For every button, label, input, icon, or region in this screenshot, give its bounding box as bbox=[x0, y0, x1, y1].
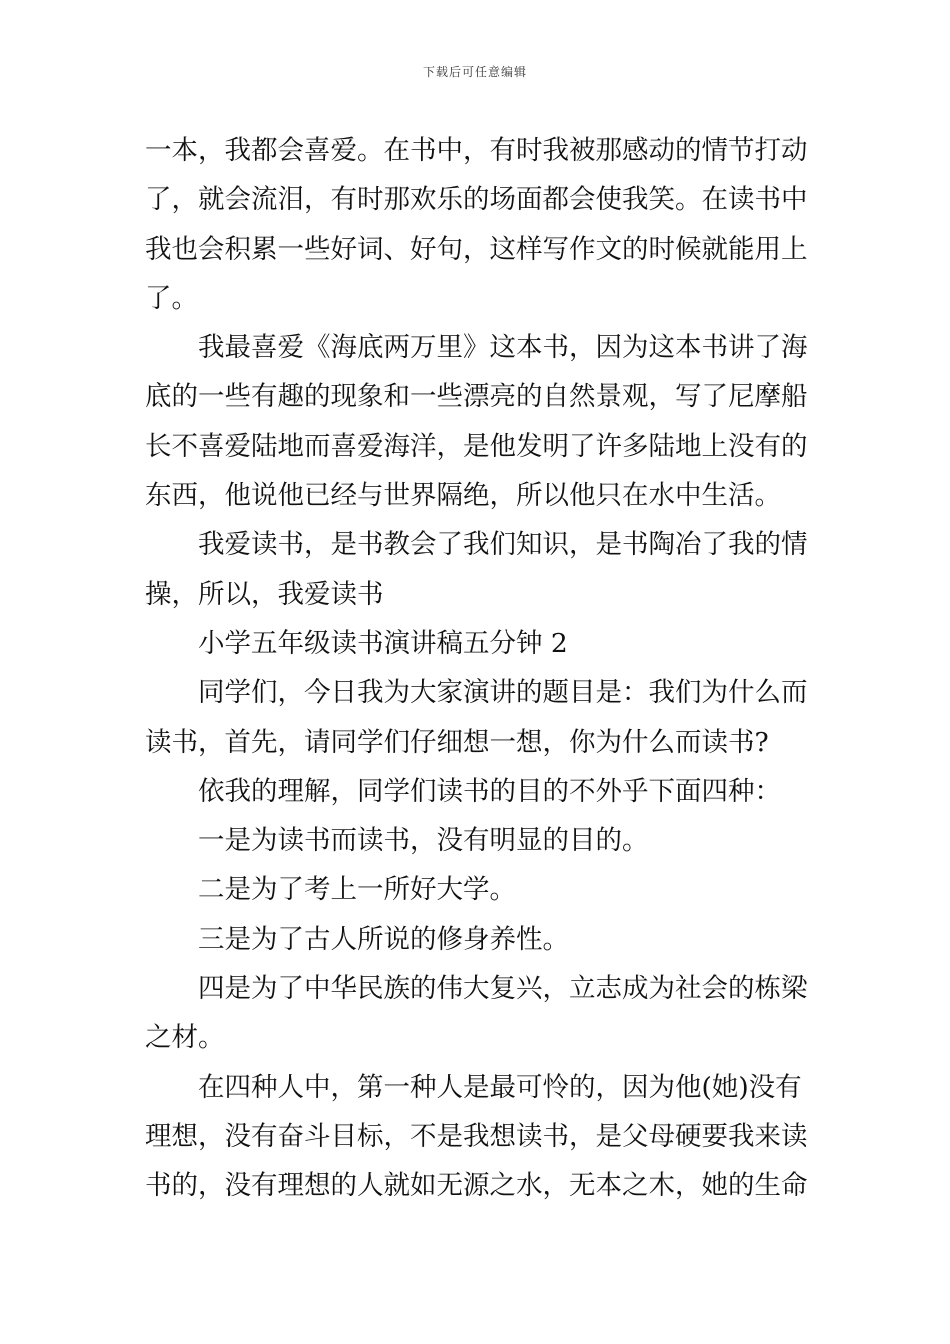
list-item: 三是为了古人所说的修身养性。 bbox=[198, 923, 569, 955]
text-line: 东西，他说他已经与世界隔绝，所以他只在水中生活。 bbox=[145, 480, 781, 512]
list-item: 二是为了考上一所好大学。 bbox=[198, 874, 516, 906]
text-line: 理想，没有奋斗目标，不是我想读书，是父母硬要我来读 bbox=[145, 1120, 808, 1152]
list-item: 四是为了中华民族的伟大复兴，立志成为社会的栋梁 bbox=[198, 973, 808, 1005]
text-line: 我也会积累一些好词、好句，这样写作文的时候就能用上 bbox=[145, 233, 808, 265]
list-item: 一是为读书而读书，没有明显的目的。 bbox=[198, 825, 649, 857]
text-line: 读书，首先，请同学们仔细想一想，你为什么而读书? bbox=[145, 726, 769, 758]
text-line: 依我的理解，同学们读书的目的不外乎下面四种： bbox=[198, 775, 781, 807]
text-line: 我爱读书，是书教会了我们知识，是书陶冶了我的情 bbox=[198, 529, 808, 561]
text-line: 操，所以，我爱读书 bbox=[145, 578, 384, 610]
text-line: 在四种人中，第一种人是最可怜的，因为他(她)没有 bbox=[198, 1071, 802, 1103]
text-line: 长不喜爱陆地而喜爱海洋，是他发明了许多陆地上没有的 bbox=[145, 430, 808, 462]
page-header: 下载后可任意编辑 bbox=[422, 65, 527, 79]
text-line: 我最喜爱《海底两万里》这本书，因为这本书讲了海 bbox=[198, 332, 808, 364]
text-line: 底的一些有趣的现象和一些漂亮的自然景观，写了尼摩船 bbox=[145, 381, 808, 413]
text-line: 之材。 bbox=[145, 1022, 225, 1054]
document-body bbox=[145, 126, 817, 1211]
text-line: 了。 bbox=[145, 282, 198, 314]
text-line: 同学们，今日我为大家演讲的题目是：我们为什么而 bbox=[198, 677, 808, 709]
text-line: 书的，没有理想的人就如无源之水，无本之木，她的生命 bbox=[145, 1170, 808, 1202]
section-heading: 小学五年级读书演讲稿五分钟 2 bbox=[198, 627, 568, 659]
text-line: 了，就会流泪，有时那欢乐的场面都会使我笑。在读书中 bbox=[145, 184, 808, 216]
text-line: 一本，我都会喜爱。在书中，有时我被那感动的情节打动 bbox=[145, 135, 808, 166]
